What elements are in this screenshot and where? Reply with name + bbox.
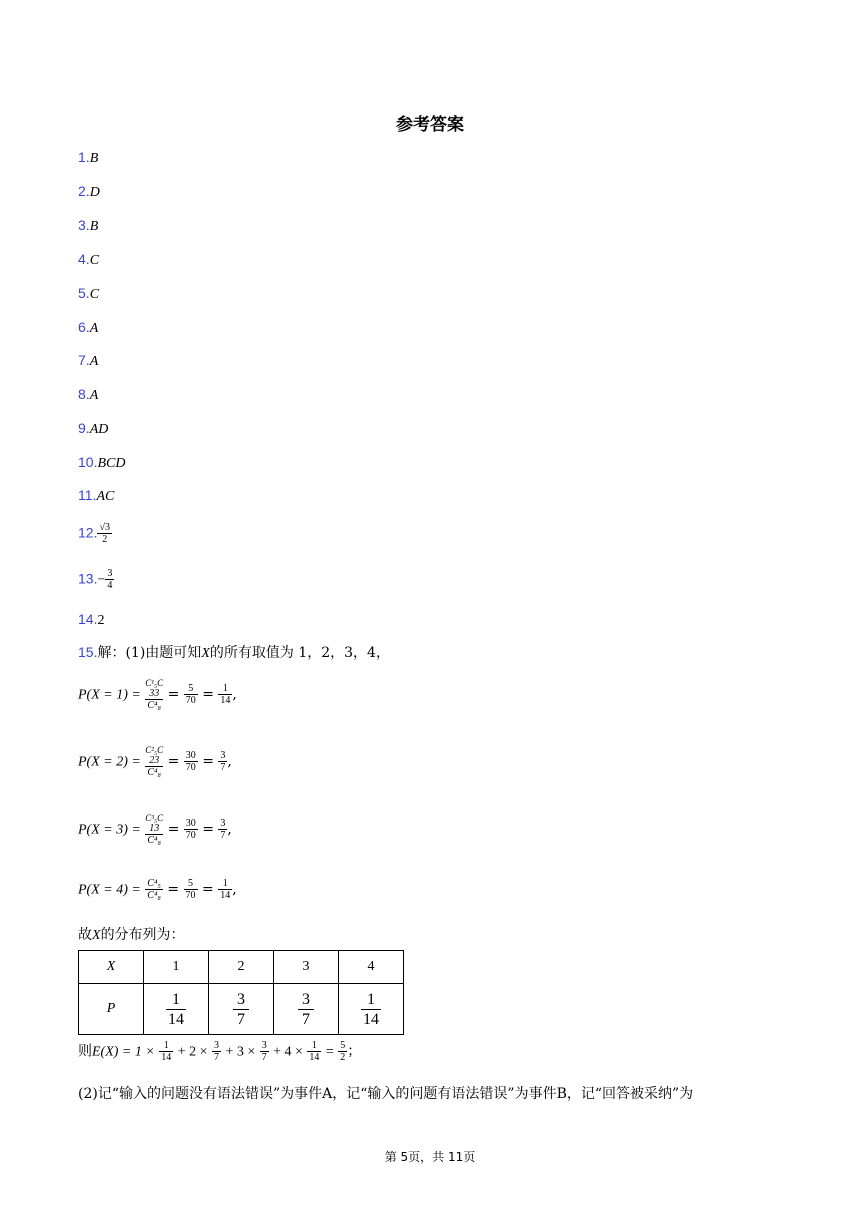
fraction: $\frac{\text{C⁴₅}}{\text{C⁴₈}}$ <box>147 878 161 901</box>
answer-15-intro: 15.解：(1)由题可知X的所有取值为 1，2，3，4， <box>78 644 390 661</box>
table-row <box>79 984 404 1035</box>
answer-number: 4. <box>78 251 90 267</box>
fraction: $\frac{3}{7}$ <box>220 750 226 773</box>
fraction: $\frac{√3}{2}$ <box>99 522 110 545</box>
table-cell <box>274 984 339 1035</box>
distribution-table <box>78 950 404 1035</box>
answer-number: 12. <box>78 524 98 541</box>
fraction: $\frac{3}{7}$ <box>213 1040 219 1063</box>
table-cell <box>144 984 209 1035</box>
answer-choice: AC <box>96 489 115 504</box>
answer-number: 1. <box>78 149 90 165</box>
answer-choice: B <box>89 219 99 234</box>
distribution-label: 故X的分布列为： <box>78 927 185 943</box>
answer-7 <box>78 351 98 371</box>
answer-12 <box>78 522 112 545</box>
answer-number: 11. <box>78 487 97 503</box>
answer-number: 7. <box>78 352 90 368</box>
fraction: $\frac{3}{7}$ <box>220 818 226 841</box>
fraction: $\frac{1}{14}$ <box>363 990 379 1028</box>
answer-choice: AD <box>89 422 109 437</box>
answer-number: 14. <box>78 611 98 627</box>
fraction: $\frac{3}{7}$ <box>298 990 314 1029</box>
answer-number: 3. <box>78 217 90 233</box>
answer-3 <box>78 216 98 236</box>
answer-number: 6. <box>78 319 90 335</box>
answer-13: 13.− $\frac{3}{4}$ <box>78 568 113 591</box>
table-cell <box>209 984 274 1035</box>
answer-5 <box>78 284 99 304</box>
answer-choice: C <box>89 253 100 268</box>
answer-10 <box>78 453 125 473</box>
table-cell: P <box>79 984 144 1035</box>
expectation-line: 则E(X) = 1 × $\frac{1}{14}$ + 2 × $\frac{3}{7}$ + 3 × $\frac{3}{7}$ + 4 × $\frac{1}{14}$ = $\frac{5}{2}$ ； <box>78 1040 362 1063</box>
answer-4 <box>78 250 99 270</box>
answer-number: 8. <box>78 386 90 402</box>
prob-x1: P(X = 1) = C¹₅C 33 C⁴₈ = $\frac{5}{70}$ = $\frac{1}{14}$ , <box>78 678 237 711</box>
answer-number: 2. <box>78 183 90 199</box>
answer-number: 5. <box>78 285 90 301</box>
answer-11 <box>78 486 114 506</box>
answer-2 <box>78 182 100 202</box>
prob-x4: P(X = 4) = $\frac{\text{C⁴₅}}{\text{C⁴₈}}$ = $\frac{5}{70}$ = $\frac{1}{14}$ , <box>78 878 237 901</box>
fraction: C³₅C 13 C⁴₈ <box>145 813 164 846</box>
fraction: C²₅C 23 C⁴₈ <box>145 745 164 778</box>
answer-number: 10. <box>78 454 98 470</box>
fraction: $\frac{1}{14}$ <box>220 878 231 901</box>
page-title: 参考答案 <box>396 115 464 135</box>
fraction: $\frac{1}{14}$ <box>168 990 184 1028</box>
answer-1 <box>78 148 98 168</box>
answer-choice: B <box>89 151 99 166</box>
fraction: $\frac{5}{70}$ <box>185 878 196 901</box>
answer-14: 14.2 <box>78 611 105 628</box>
answer-number: 9. <box>78 420 90 436</box>
prob-x2: P(X = 2) = C²₅C 23 C⁴₈ = $\frac{30}{70}$ = $\frac{3}{7}$ , <box>78 745 232 778</box>
fraction: $\frac{1}{14}$ <box>309 1040 320 1063</box>
page-footer: 第 5页，共 11页 <box>384 1150 476 1164</box>
fraction: $\frac{1}{14}$ <box>220 683 231 706</box>
table-cell: 2 <box>209 951 274 984</box>
fraction: C¹₅C 33 C⁴₈ <box>145 678 164 711</box>
table-cell: 4 <box>339 951 404 984</box>
fraction: $\frac{3}{7}$ <box>233 990 249 1029</box>
fraction: $\frac{3}{4}$ <box>107 568 113 591</box>
part-2-text: (2)记“输入的问题没有语法错误”为事件A，记“输入的问题有语法错误”为事件B，记“回答被采纳”为 <box>78 1086 694 1102</box>
table-cell: X <box>79 951 144 984</box>
fraction: $\frac{1}{14}$ <box>161 1040 172 1063</box>
answer-9 <box>78 419 108 439</box>
answer-choice: D <box>89 185 100 200</box>
answer-number: 13. <box>78 570 98 587</box>
answer-choice: C <box>89 287 100 302</box>
answer-8 <box>78 385 98 405</box>
table-cell: 1 <box>144 951 209 984</box>
prob-x3: P(X = 3) = C³₅C 13 C⁴₈ = $\frac{30}{70}$ = $\frac{3}{7}$ , <box>78 813 232 846</box>
answer-choice: A <box>89 354 99 369</box>
table-cell: 3 <box>274 951 339 984</box>
answer-6 <box>78 318 98 338</box>
fraction: $\frac{30}{70}$ <box>185 818 196 841</box>
answer-choice: A <box>89 321 99 336</box>
answer-number: 15. <box>78 644 98 660</box>
fraction: $\frac{5}{70}$ <box>185 683 196 706</box>
answer-choice: A <box>89 388 99 403</box>
fraction: $\frac{3}{7}$ <box>261 1040 267 1063</box>
fraction: $\frac{30}{70}$ <box>185 750 196 773</box>
fraction: $\frac{5}{2}$ <box>340 1040 346 1063</box>
answer-choice: BCD <box>97 456 126 471</box>
table-cell <box>339 984 404 1035</box>
table-row <box>79 951 404 984</box>
